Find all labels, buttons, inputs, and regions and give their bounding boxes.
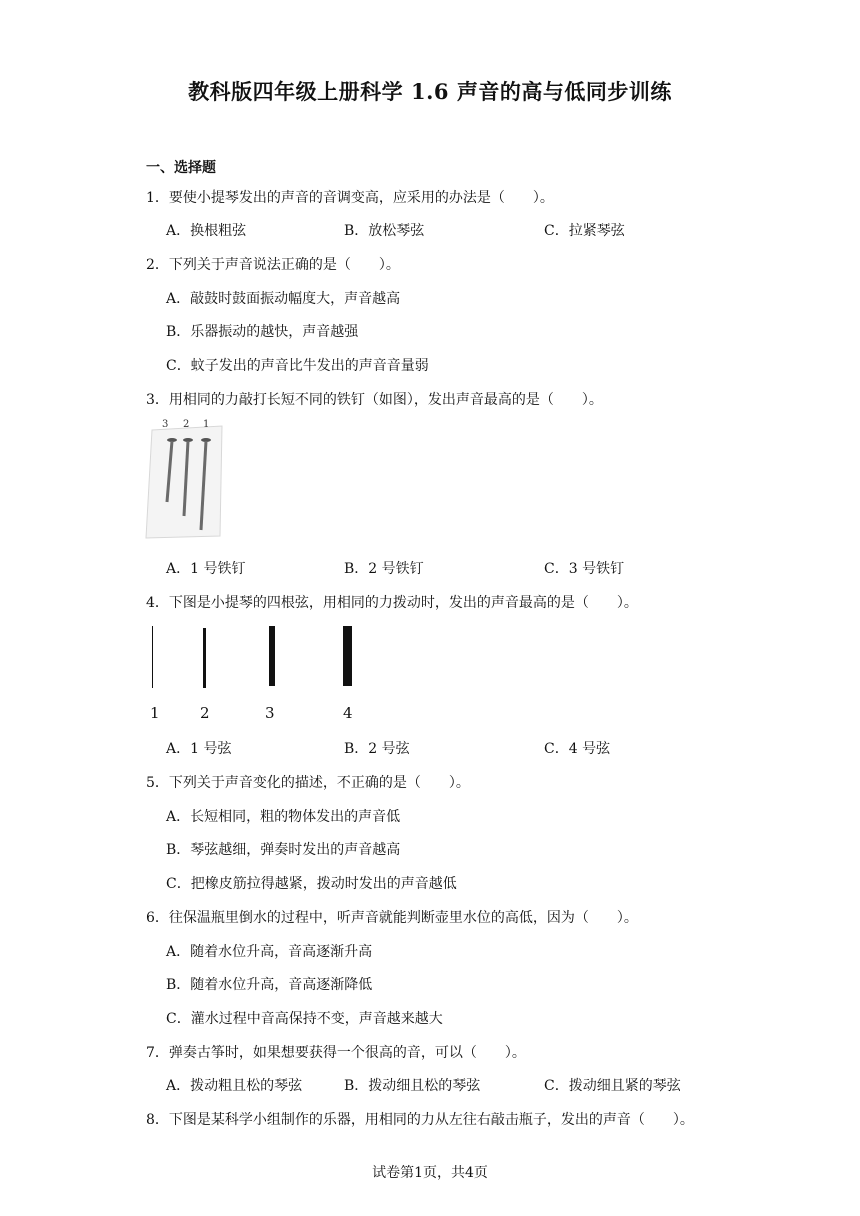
q7-option-c: C．拨动细且紧的琴弦 <box>544 1078 681 1094</box>
q4-option-b: B．2 号弦 <box>344 741 410 757</box>
nail-label-1: 1 <box>203 419 210 430</box>
q5-option-a: A．长短相同，粗的物体发出的声音低 <box>166 809 401 825</box>
q7-option-b: B．拨动细且松的琴弦 <box>344 1078 481 1094</box>
string-label-1: 1 <box>150 704 160 722</box>
q6-option-b: B．随着水位升高，音高逐渐降低 <box>166 977 373 993</box>
violin-strings-figure <box>146 622 366 724</box>
q1-option-a: A．换根粗弦 <box>166 223 247 239</box>
nail-label-3: 3 <box>162 419 169 430</box>
string-label-3: 3 <box>265 704 275 722</box>
q3-option-c: C．3 号铁钉 <box>544 561 625 577</box>
string-label-4: 4 <box>343 704 353 722</box>
q4-option-c: C．4 号弦 <box>544 741 611 757</box>
q3-option-a: A．1 号铁钉 <box>166 561 246 577</box>
q5-option-c: C．把橡皮筋拉得越紧，拨动时发出的声音越低 <box>166 876 457 892</box>
q3-option-b: B．2 号铁钉 <box>344 561 424 577</box>
q5-option-b: B．琴弦越细，弹奏时发出的声音越高 <box>166 842 401 858</box>
q2-option-b: B．乐器振动的越快，声音越强 <box>166 324 359 340</box>
nails-figure <box>144 416 224 540</box>
question-8-stem: 8．下图是某科学小组制作的乐器，用相同的力从左往右敲击瓶子，发出的声音（ ）。 <box>146 1112 694 1128</box>
page-title: 教科版四年级上册科学 1.6 声音的高与低同步训练 <box>188 79 672 104</box>
question-5-stem: 5．下列关于声音变化的描述，不正确的是（ ）。 <box>146 775 470 791</box>
string-4 <box>343 626 352 686</box>
page-footer: 试卷第1页，共4页 <box>372 1165 488 1181</box>
q1-option-c: C．拉紧琴弦 <box>544 223 625 239</box>
q6-option-a: A．随着水位升高，音高逐渐升高 <box>166 944 373 960</box>
string-label-2: 2 <box>200 704 210 722</box>
q6-option-c: C．灌水过程中音高保持不变，声音越来越大 <box>166 1011 443 1027</box>
question-7-stem: 7．弹奏古筝时，如果想要获得一个很高的音，可以（ ）。 <box>146 1045 526 1061</box>
string-2 <box>203 628 206 688</box>
question-2-stem: 2．下列关于声音说法正确的是（ ）。 <box>146 257 400 273</box>
q2-option-a: A．敲鼓时鼓面振动幅度大，声音越高 <box>166 291 401 307</box>
question-6-stem: 6．往保温瓶里倒水的过程中，听声音就能判断壶里水位的高低，因为（ ）。 <box>146 910 638 926</box>
q2-option-c: C．蚊子发出的声音比牛发出的声音音量弱 <box>166 358 429 374</box>
string-1 <box>152 626 153 688</box>
q1-option-b: B．放松琴弦 <box>344 223 425 239</box>
question-3-stem: 3．用相同的力敲打长短不同的铁钉（如图），发出声音最高的是（ ）。 <box>146 392 603 408</box>
nail-label-2: 2 <box>183 419 190 430</box>
q4-option-a: A．1 号弦 <box>166 741 232 757</box>
section-heading: 一、选择题 <box>146 160 216 176</box>
string-3 <box>269 626 275 686</box>
question-1-stem: 1．要使小提琴发出的声音的音调变高，应采用的办法是（ ）。 <box>146 190 554 206</box>
question-4-stem: 4．下图是小提琴的四根弦，用相同的力拨动时，发出的声音最高的是（ ）。 <box>146 595 638 611</box>
q7-option-a: A．拨动粗且松的琴弦 <box>166 1078 303 1094</box>
